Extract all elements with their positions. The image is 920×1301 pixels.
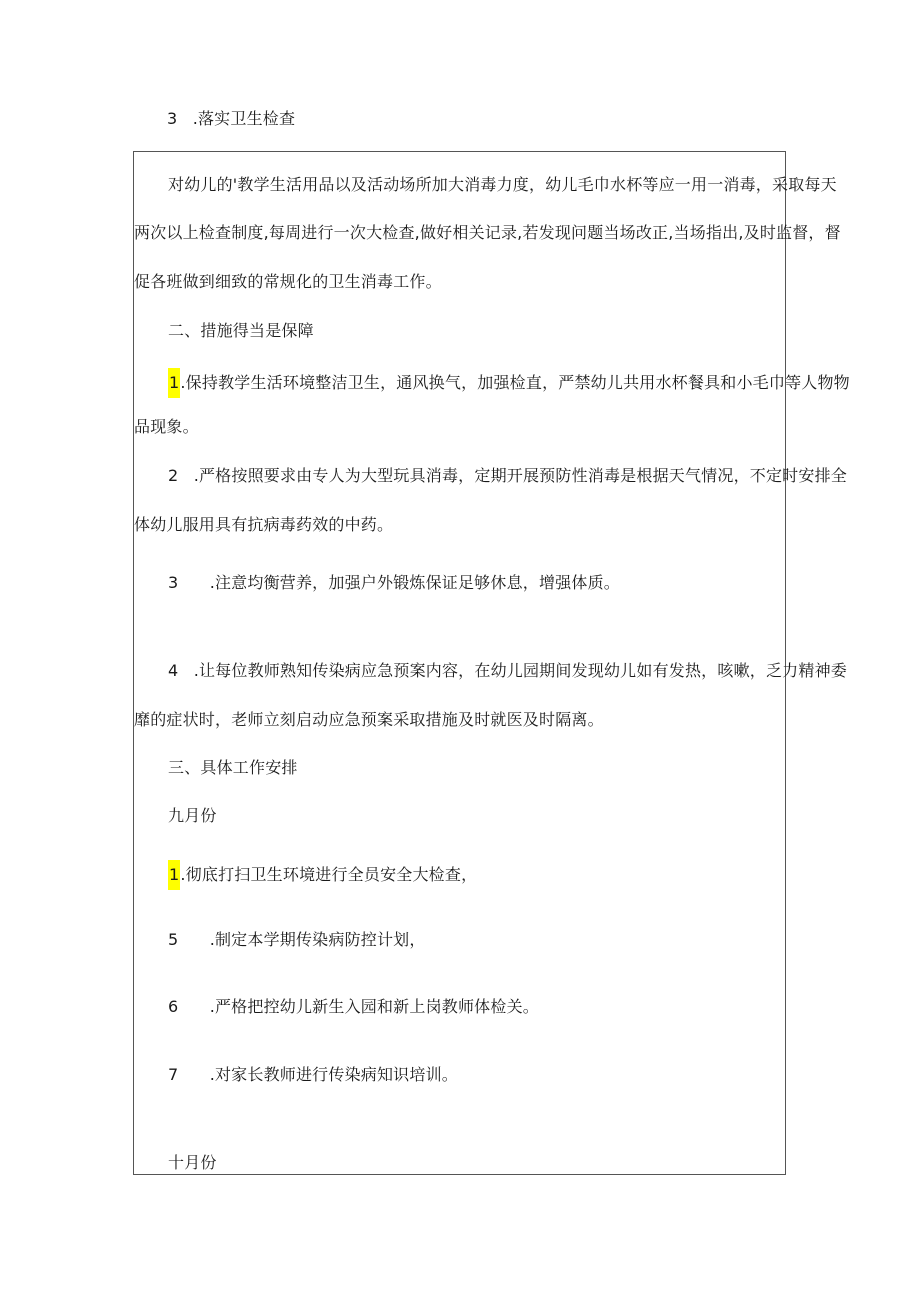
list-item-continuation: 体幼儿服用具有抗病毒药效的中药。 [134, 515, 394, 534]
list-item-text: .严格按照要求由专人为大型玩具消毒，定期开展预防性消毒是根据天气情况，不定时安排全 [193, 466, 847, 485]
list-item [168, 572, 620, 594]
paragraph-line: 两次以上检查制度,每周进行一次大检查,做好相关记录,若发现问题当场改正,当场指出,及时监督，督 [134, 223, 841, 242]
month-title: 九月份 [168, 806, 217, 825]
section-3-title [167, 108, 295, 130]
list-item-text: .严格把控幼儿新生入园和新上岗教师体检关。 [209, 997, 539, 1016]
list-item [168, 929, 426, 951]
list-item-continuation: 品现象。 [134, 417, 199, 436]
list-item-text: .彻底打扫卫生环境进行全员安全大检查， [180, 865, 478, 884]
list-item-continuation: 靡的症状时，老师立刻启动应急预案采取措施及时就医及时隔离。 [134, 710, 604, 729]
list-item [168, 465, 847, 487]
list-number: 7 [168, 1065, 179, 1084]
list-number: 4 [168, 661, 179, 680]
list-item-text: .对家长教师进行传染病知识培训。 [209, 1065, 458, 1084]
list-item [168, 860, 477, 890]
list-item [168, 368, 850, 398]
paragraph-line: 促各班做到细致的常规化的卫生消毒工作。 [134, 272, 442, 291]
list-item-text: .制定本学期传染病防控计划， [209, 930, 426, 949]
section-heading: 三、具体工作安排 [168, 758, 298, 777]
section-number: 3 [167, 109, 178, 128]
section-heading: 二、措施得当是保障 [168, 321, 314, 340]
highlighted-number: 1 [168, 368, 180, 398]
list-number: 2 [168, 466, 179, 485]
list-number: 3 [168, 573, 179, 592]
list-item-text: .注意均衡营养，加强户外锻炼保证足够休息，增强体质。 [209, 573, 620, 592]
list-item-text: .保持教学生活环境整洁卫生，通风换气，加强检直，严禁幼儿共用水杯餐具和小毛巾等人物物 [180, 373, 850, 392]
paragraph-line: 对幼儿的'教学生活用品以及活动场所加大消毒力度，幼儿毛巾水杯等应一用一消毒，采取每天 [168, 175, 837, 194]
list-item [168, 1064, 458, 1086]
list-number: 5 [168, 930, 179, 949]
list-item-text: .让每位教师熟知传染病应急预案内容，在幼儿园期间发现幼儿如有发热，咳嗽，乏力精神委 [193, 661, 847, 680]
highlighted-number: 1 [168, 860, 180, 890]
list-number: 6 [168, 997, 179, 1016]
list-item [168, 660, 847, 682]
list-item [168, 996, 539, 1018]
month-title: 十月份 [168, 1153, 217, 1172]
section-title-text: .落实卫生检查 [192, 109, 296, 128]
